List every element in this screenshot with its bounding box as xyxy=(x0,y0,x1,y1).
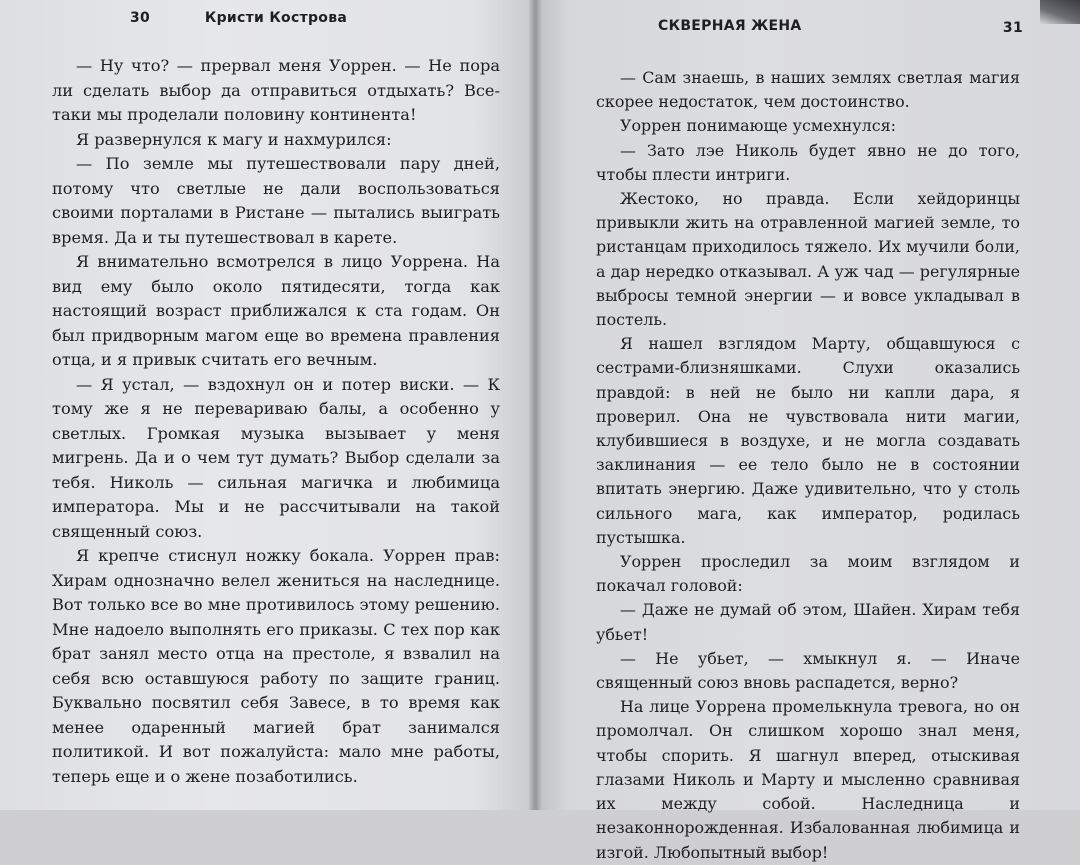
book-gutter xyxy=(528,0,542,810)
paragraph: — Даже не думай об этом, Шайен. Хирам тебя убьет! xyxy=(596,600,1020,644)
left-page-text xyxy=(52,54,500,789)
paragraph: — Не убьет, — хмыкнул я. — Иначе священный союз вновь распадется, верно? xyxy=(596,648,1020,693)
paragraph: — Ну что? — прервал меня Уоррен. — Не пора ли сделать выбор да отправиться отдыхать? Все-таки мы проделали половину континента! xyxy=(52,56,500,124)
paragraph: — Я устал, — вздохнул он и потер виски. — К тому же я не перевариваю балы, а особенно у светлых. Громкая музыка вызывает у меня мигрень. Да и о чем тут думать? Выбор сделали за тебя. Николь — сильная магичка и любимица императора. Мы и не рассчитывали на такой священный союз. xyxy=(52,374,500,541)
paragraph: Уоррен понимающе усмехнулся: xyxy=(620,116,896,136)
page-number-left: 30 xyxy=(130,10,151,26)
paragraph: Я нашел взглядом Марту, общавшуюся с сестрами-близняшками. Слухи оказались правдой: в ней не было ни капли дара, я проверил. Она не чувствовала нити магии, клубившиеся в воздухе, и не могла создавать заклинания — ее тело было не в состоянии впитать энергию. Даже удивительно, что у столь сильного мага, как император, родилась пустышка. xyxy=(596,334,1020,547)
left-page xyxy=(0,0,536,810)
right-page-text xyxy=(596,66,1020,865)
page-number-right: 31 xyxy=(1002,20,1023,36)
paragraph: Я крепче стиснул ножку бокала. Уоррен прав: Хирам однозначно велел жениться на наследнице. Вот только все во мне противилось этому решению. Мне надоело выполнять его приказы. С тех пор как брат занял место отца на престоле, я взвалил на себя всю оставшуюся работу по защите границ. Буквально посвятил себя Завесе, в то время как менее одаренный магией брат занимался политикой. И вот пожалуйста: мало мне работы, теперь еще и о жене позаботились. xyxy=(52,546,500,786)
background-corner xyxy=(1040,0,1080,24)
left-page-header xyxy=(52,10,500,40)
paragraph: Я развернулся к магу и нахмурился: xyxy=(76,129,392,149)
paragraph: Уоррен проследил за моим взглядом и покачал головой: xyxy=(596,552,1020,596)
paragraph: — Сам знаешь, в наших землях светлая магия скорее недостаток, чем достоинство. xyxy=(596,68,1020,112)
running-head-author: Кристи Кострова xyxy=(204,10,348,26)
paragraph: — Зато лэе Николь будет явно не до того, чтобы плести интриги. xyxy=(596,140,1020,184)
running-head-title: СКВЕРНАЯ ЖЕНА xyxy=(658,18,802,34)
right-page-header xyxy=(596,18,1023,48)
right-page xyxy=(536,0,1080,862)
paragraph: Я внимательно всмотрелся в лицо Уоррена. На вид ему было около пятидесяти, тогда как настоящий возраст приближался к ста годам. Он был придворным магом еще во времена правления отца, и я привык считать его вечным. xyxy=(52,252,500,369)
paragraph: — По земле мы путешествовали пару дней, потому что светлые не дали воспользоваться своими порталами в Ристане — пытались выиграть время. Да и ты путешествовал в карете. xyxy=(52,154,500,247)
paragraph: Жестоко, но правда. Если хейдоринцы привыкли жить на отравленной магией земле, то ристанцам приходилось тяжело. Их мучили боли, а дар нередко отказывал. А уж чад — регулярные выбросы темной энергии — и вовсе укладывал в постель. xyxy=(596,189,1020,330)
paragraph: На лице Уоррена промелькнула тревога, но он промолчал. Он слишком хорошо знал меня, чтобы спорить. Я шагнул вперед, отыскивая глазами Николь и Марту и мысленно сравнивая их между собой. Наследница и незаконнорожденная. Избалованная любимица и изгой. Любопытный выбор! xyxy=(596,697,1020,862)
